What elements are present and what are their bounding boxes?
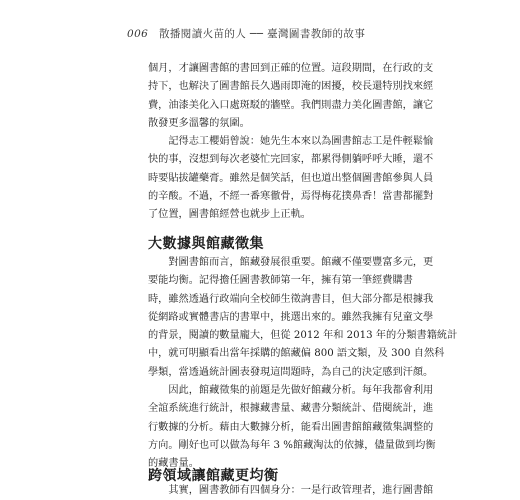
text-line: 學類，當透過統計圖表發現這問題時，為自己的決定感到汗顏。 <box>148 366 434 378</box>
text-line: 方向。剛好也可以做為每年 3 %館藏淘汰的依據，儘量做到均衡 <box>148 439 436 451</box>
section-heading-big-data: 大數據與館藏徵集 <box>148 236 264 252</box>
text-line: 的藏書量。 <box>148 458 199 470</box>
book-title: 散播閱讀火苗的人 ── 臺灣圖書教師的故事 <box>159 28 366 40</box>
text-line: 要能均衡。記得擔任圖書教師第一年，擁有第一筆經費購書 <box>148 275 413 287</box>
text-line: 個月，才讓圖書館的書回到正確的位置。這段期間，在行政的支 <box>148 63 434 74</box>
text-line: 從網路或實體書店的書單中，挑選出來的。雖然我擁有兒童文學 <box>148 311 434 323</box>
text-line: 對圖書館而言，館藏發展很重要。館藏不僅要豐富多元，更 <box>148 257 434 268</box>
body-paragraphs-2 <box>148 254 458 474</box>
text-line: 因此，館藏徵集的前題是先做好館藏分析。每年我都會利用 <box>148 385 434 397</box>
section-heading-cross-domain: 跨領域讓館藏更均衡 <box>148 468 279 484</box>
running-header <box>127 26 365 41</box>
text-line: 記得志工櫻娟曾說：她先生本來以為圖書館志工是件輕鬆愉 <box>148 136 434 148</box>
text-line: 的辛酸。不過，不經一番寒徹骨，焉得梅花撲鼻香！當書都擺對 <box>148 191 434 203</box>
text-line: 了位置，圖書館經營也就步上正軌。 <box>148 209 311 221</box>
text-line: 的背景，閱讀的數量龐大，但從 2012 年和 2013 年的分類書籍統計 <box>148 330 458 342</box>
text-line: 時要貼拔罐藥膏。雖然是個笑話，但也道出整個圖書館參與人員 <box>148 172 434 184</box>
page-number: 006 <box>127 28 149 40</box>
text-line: 散發更多溫馨的氛圍。 <box>148 117 250 129</box>
text-line: 行數據的分析。藉由大數據分析，能看出圖書館館藏徵集調整的 <box>148 421 434 433</box>
text-line: 持下，也解決了圖書館長久遇雨即淹的困擾，校長還特別找來經 <box>148 81 434 93</box>
body-paragraphs-1 <box>148 60 434 225</box>
text-line: 全誼系統進行統計，根據藏書量、藏書分類統計、借閱統計，進 <box>148 403 434 415</box>
text-line: 快的事，沒想到每次老婆忙完回家，都累得側躺呼呼大睡，還不 <box>148 154 434 166</box>
text-line: 費，油漆美化入口處斑駁的牆壁。我們則盡力美化圖書館，讓它 <box>148 99 434 111</box>
text-line: 中，就可明顯看出當年採購的館藏偏 800 語文類，及 300 自然科 <box>148 348 445 360</box>
text-line: 其實，圖書教師有四個身分：一是行政管理者，進行圖書館 <box>148 485 434 496</box>
body-paragraphs-3 <box>148 482 434 500</box>
text-line: 時，雖然透過行政端向全校師生徵詢書目，但大部分都是根據我 <box>148 293 434 305</box>
